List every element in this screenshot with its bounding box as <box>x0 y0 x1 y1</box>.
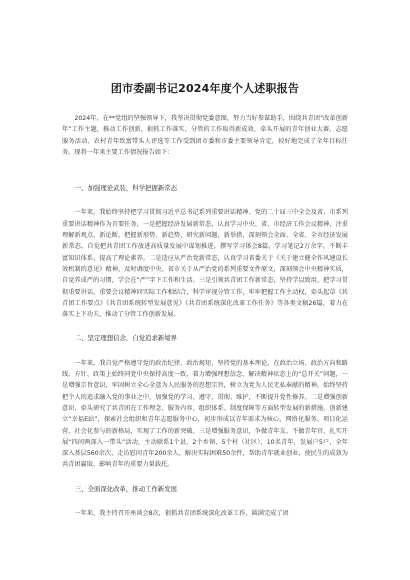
section-heading-3: 三、全面深化改革，推动工作新发展 <box>74 484 178 493</box>
section-1-paragraph: 一年来，我始终坚持把学习贯彻习近平总书记系列重要讲话精神、党的二十届三中全会及省、市系列重要讲话精神作为首要任务，一是把握经济发展新常态，认真学习中央、省、市经济工作会议精神，注重理解新观点、新论断，把握新形势、新趋势，研究新问题，新举措，深刻领会全面、全省、全市经济发展新常态。自觉把共青团工作放进高质量发展中谋划推进，撰写学习体会8篇，学习笔记2万余字，不断丰富知识体系，提高了理论素养。二是适应从严治党新常态，认真学习省委关于《关于建立健全作风建设长效机制的意见》精神，及时调度中央、省市关于从严治党的系列重要文件原文，深刻领会中央精神实质，自觉养成严的习惯，学会在“严”字下工作和生活。三是引领共青团工作新常态，坚持学以致用，把学习贯彻重要讲话、重要会议精神同实际工作相结合，科学审视分管工作，牢牢把握工作主动权，牵头起草《共青团工作要点》《共青团系统转型发展意见》《共青团系统深化改革工作任务》等各类文稿26篇，着力在落实上下功夫，推动了分管工作创新发展。 <box>62 209 348 319</box>
section-heading-2: 二、坚定理想信念，自觉追求新境界 <box>74 334 178 343</box>
document-title: 团市委副书记2024年度个人述职报告 <box>110 82 300 95</box>
section-3-paragraph: 一年来，我主持召开座谈会8次，狠抓共青团系统深化改革工作，圆满完成了团 <box>74 510 289 518</box>
intro-paragraph: 2024年，在**党组的坚强领导下，我坚决贯彻党委意图，努力当好参谋助手，围绕共青团“改革创新年”工作主题，推动工作创新，狠抓工作落实，分管的工作取得新成效，牵头开展的青年创业大赛、志愿服务活动、农村青年致富带头人评选等工作受到团市委和市委主要领导肯定，较好地完成了全年目标任务。现将一年来主要工作情况报告如下： <box>62 115 348 156</box>
section-heading-1: 一、加强理论武装，科学把握新常态 <box>74 184 178 193</box>
section-2-paragraph: 一年来，我自觉严格遵守党的政治纪律、政治规矩，坚持党的基本理论、在政治立场、政治方向和路线、方针、政策上始终同党中央保持高度一致，着力增强理想信念、解决精神状态上的“总开关”问题，一是增强宗旨意识，牢固树立全心全意为人民服务的思想宗旨，树立为党为人民无私奉献的精神，始终坚持把个人的追求融入党的事业之中，加强党的学习、遵守、贯彻、维护，不断提升党性修养。二是增强创新意识，牵头研究了共青团在工作理念、服务内容、组织体系、制度保障等方面转型发展的新措施，创新建立“幸福E站”，探索社会组织和青年志愿服务中心，初步形成以青年需求为核心，网络化服务、项目化运营、社会化参与的新格局，实现了工作的新突破。三是增强服务意识，争做青年友、不做青年官，扎实开展“四问两深入一带头”活动，主动联系1个县，2个乡镇、5个村（社区），10名青年，发展户5户，全年深入基层560余次，走访慰问青年200余人，解决实际困难50余件，帮助青年就业创业，使民生的成效为共青团赢取、影响青年的重要力量载托。 <box>62 359 348 469</box>
section-gap <box>62 158 348 170</box>
